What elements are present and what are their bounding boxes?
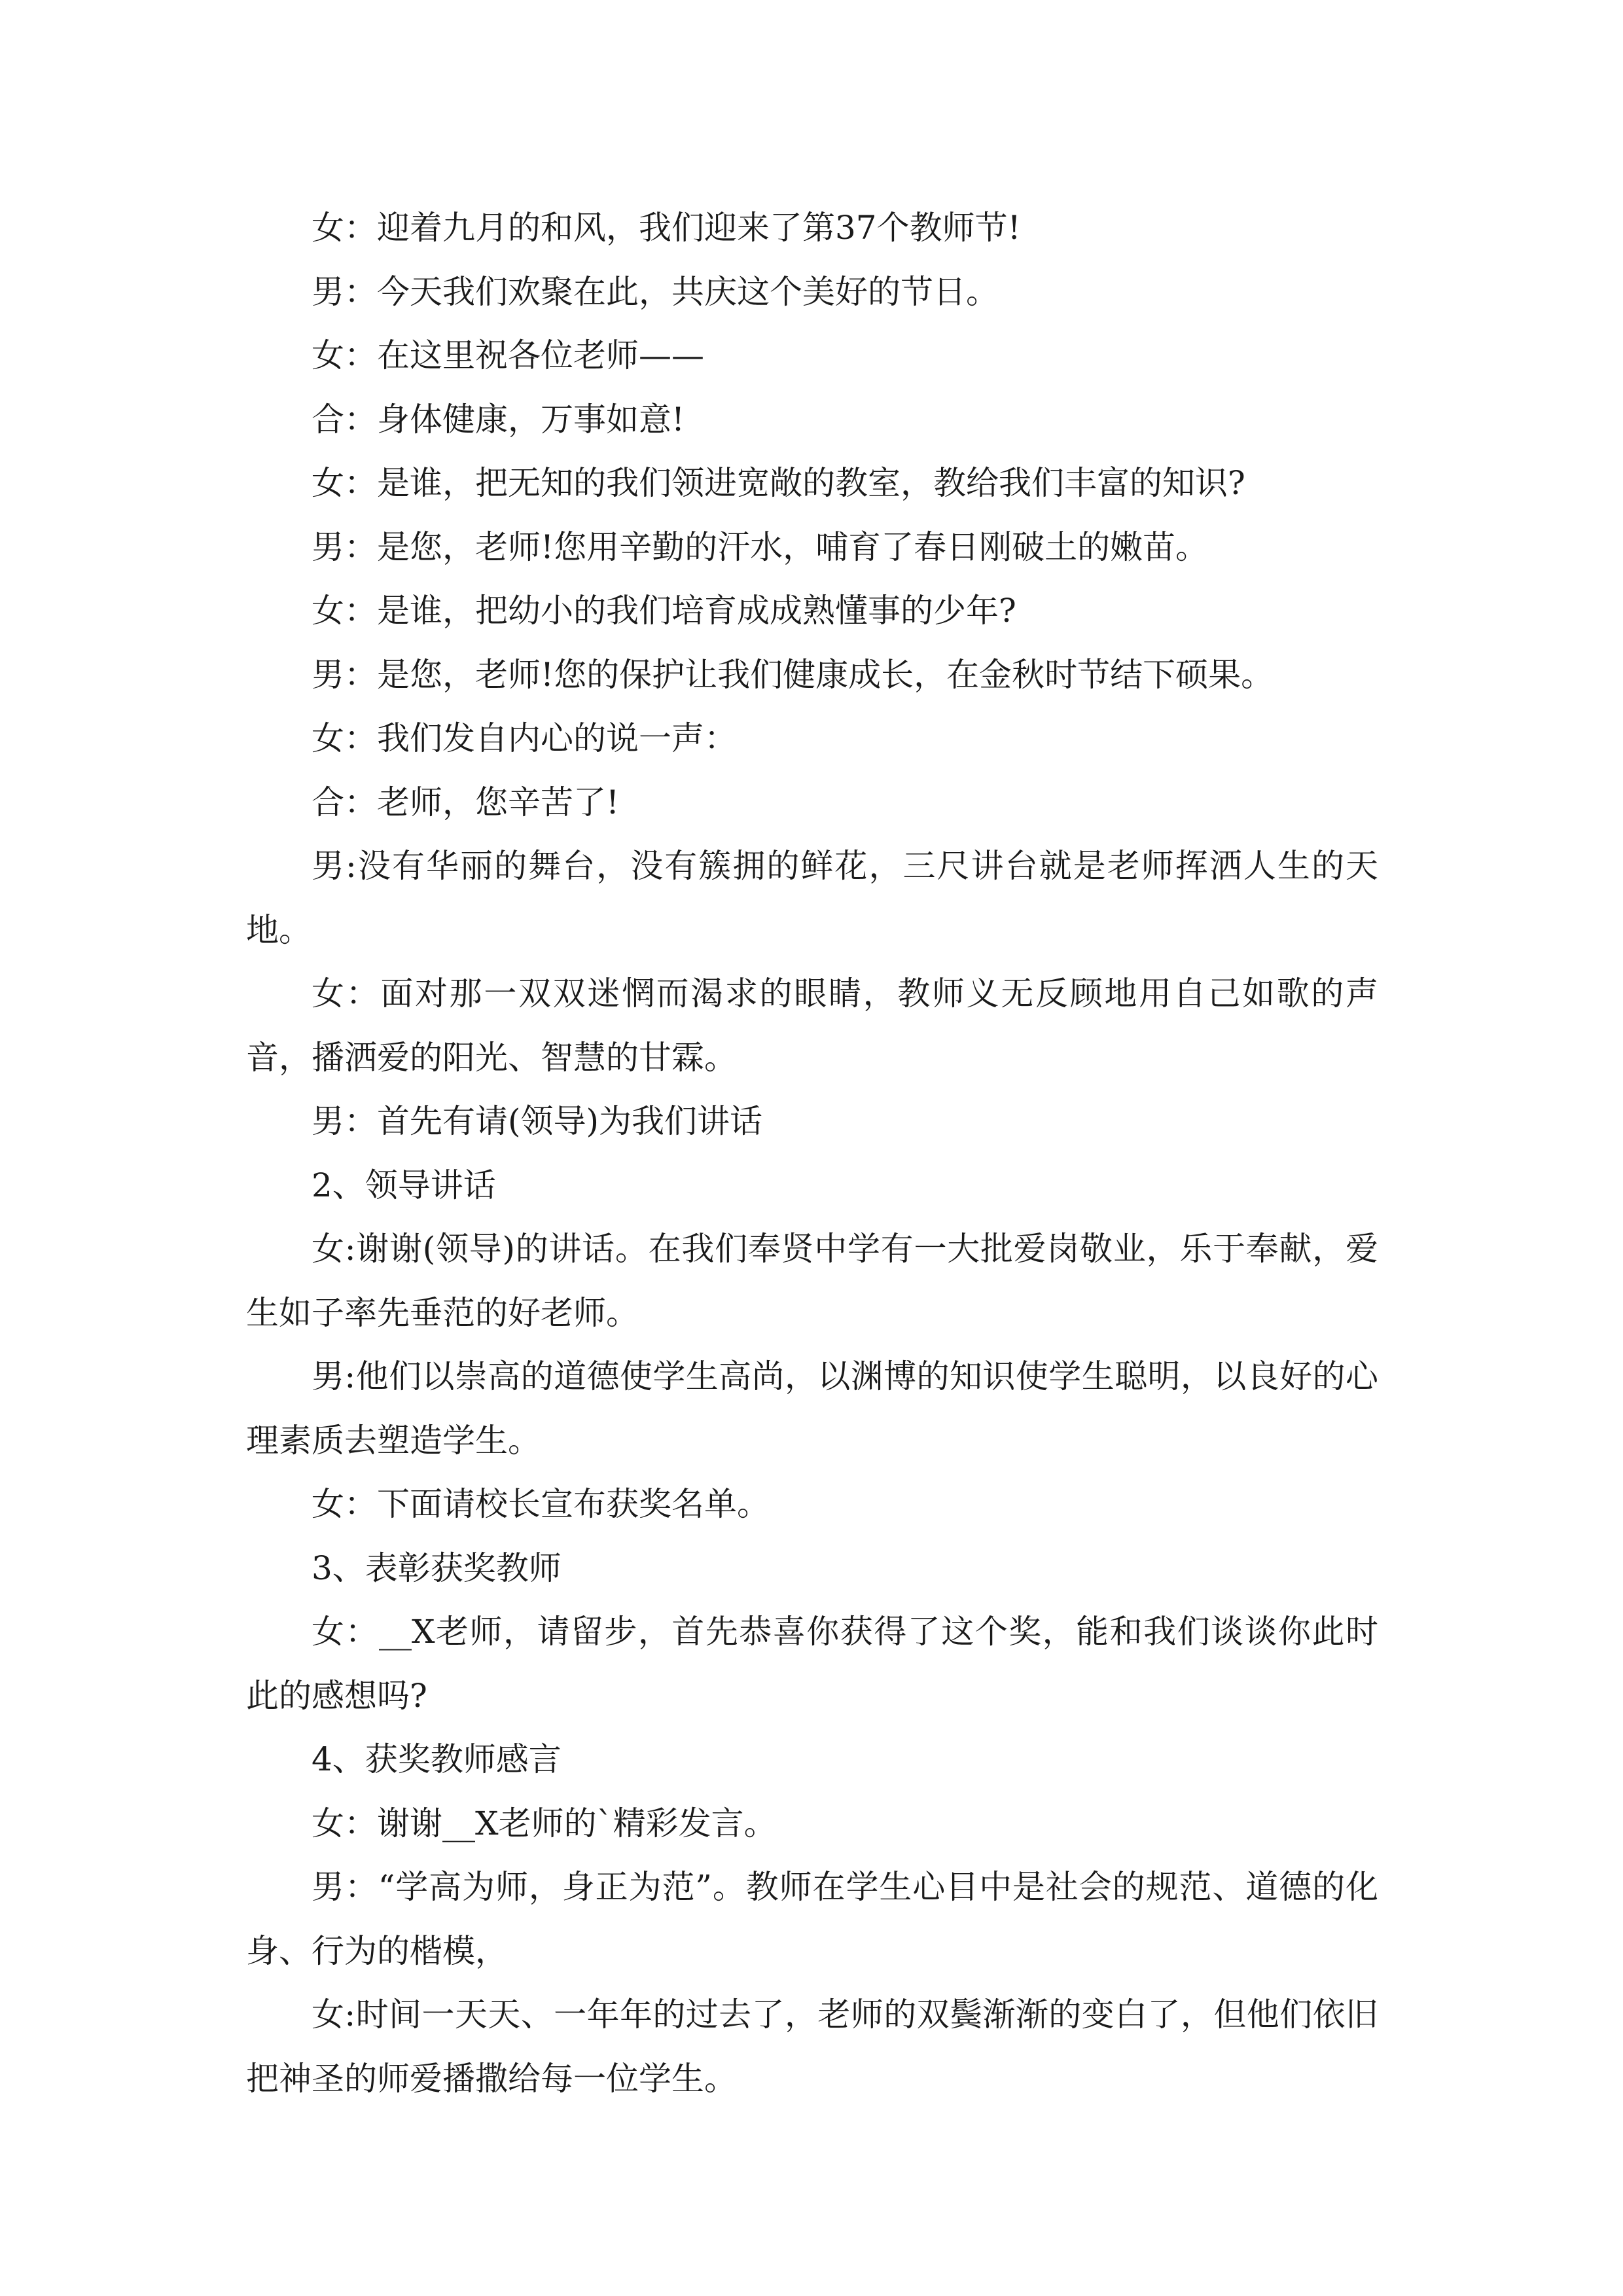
paragraph: 男:他们以崇高的道德使学生高尚，以渊博的知识使学生聪明，以良好的心理素质去塑造学生。 — [246, 1357, 1378, 1460]
paragraph: 合：身体健康，万事如意! — [312, 400, 685, 439]
paragraph: 男：今天我们欢聚在此，共庆这个美好的节日。 — [312, 272, 999, 311]
paragraph: 女：__X老师，请留步，首先恭喜你获得了这个奖，能和我们谈谈你此时此的感想吗? — [246, 1613, 1378, 1715]
paragraph: 男:没有华丽的舞台，没有簇拥的鲜花，三尺讲台就是老师挥洒人生的天地。 — [246, 847, 1378, 949]
paragraph: 女：面对那一双双迷惘而渴求的眼睛，教师义无反顾地用自己如歌的声音，播洒爱的阳光、智慧的甘霖。 — [246, 975, 1378, 1077]
paragraph: 女：我们发自内心的说一声： — [312, 719, 737, 757]
paragraph: 女：在这里祝各位老师—— — [312, 336, 704, 374]
paragraph: 女：下面请校长宣布获奖名单。 — [312, 1485, 770, 1523]
document-body — [246, 196, 1378, 2111]
section-heading: 2、领导讲话 — [312, 1166, 496, 1204]
paragraph: 男：“学高为师，身正为范”。教师在学生心目中是社会的规范、道德的化身、行为的楷模， — [246, 1868, 1378, 1970]
section-heading: 4、获奖教师感言 — [312, 1740, 562, 1778]
paragraph: 女:时间一天天、一年年的过去了，老师的双鬓渐渐的变白了，但他们依旧把神圣的师爱播撒给每一位学生。 — [246, 1996, 1378, 2098]
paragraph: 男：是您，老师!您的保护让我们健康成长，在金秋时节结下硕果。 — [312, 655, 1274, 694]
paragraph: 合：老师，您辛苦了! — [312, 783, 620, 821]
paragraph: 女：是谁，把幼小的我们培育成成熟懂事的少年? — [312, 592, 1016, 630]
paragraph: 男：首先有请(领导)为我们讲话 — [312, 1102, 763, 1140]
paragraph: 女:谢谢(领导)的讲话。在我们奉贤中学有一大批爱岗敬业，乐于奉献，爱生如子率先垂范的好老师。 — [246, 1230, 1378, 1332]
paragraph: 女：是谁，把无知的我们领进宽敞的教室，教给我们丰富的知识? — [312, 464, 1245, 502]
paragraph: 女：谢谢__X老师的`精彩发言。 — [312, 1804, 777, 1842]
paragraph: 女：迎着九月的和风，我们迎来了第37个教师节! — [312, 209, 1021, 247]
section-heading: 3、表彰获奖教师 — [312, 1549, 562, 1587]
paragraph: 男：是您，老师!您用辛勤的汗水，哺育了春日刚破土的嫩苗。 — [312, 528, 1209, 566]
